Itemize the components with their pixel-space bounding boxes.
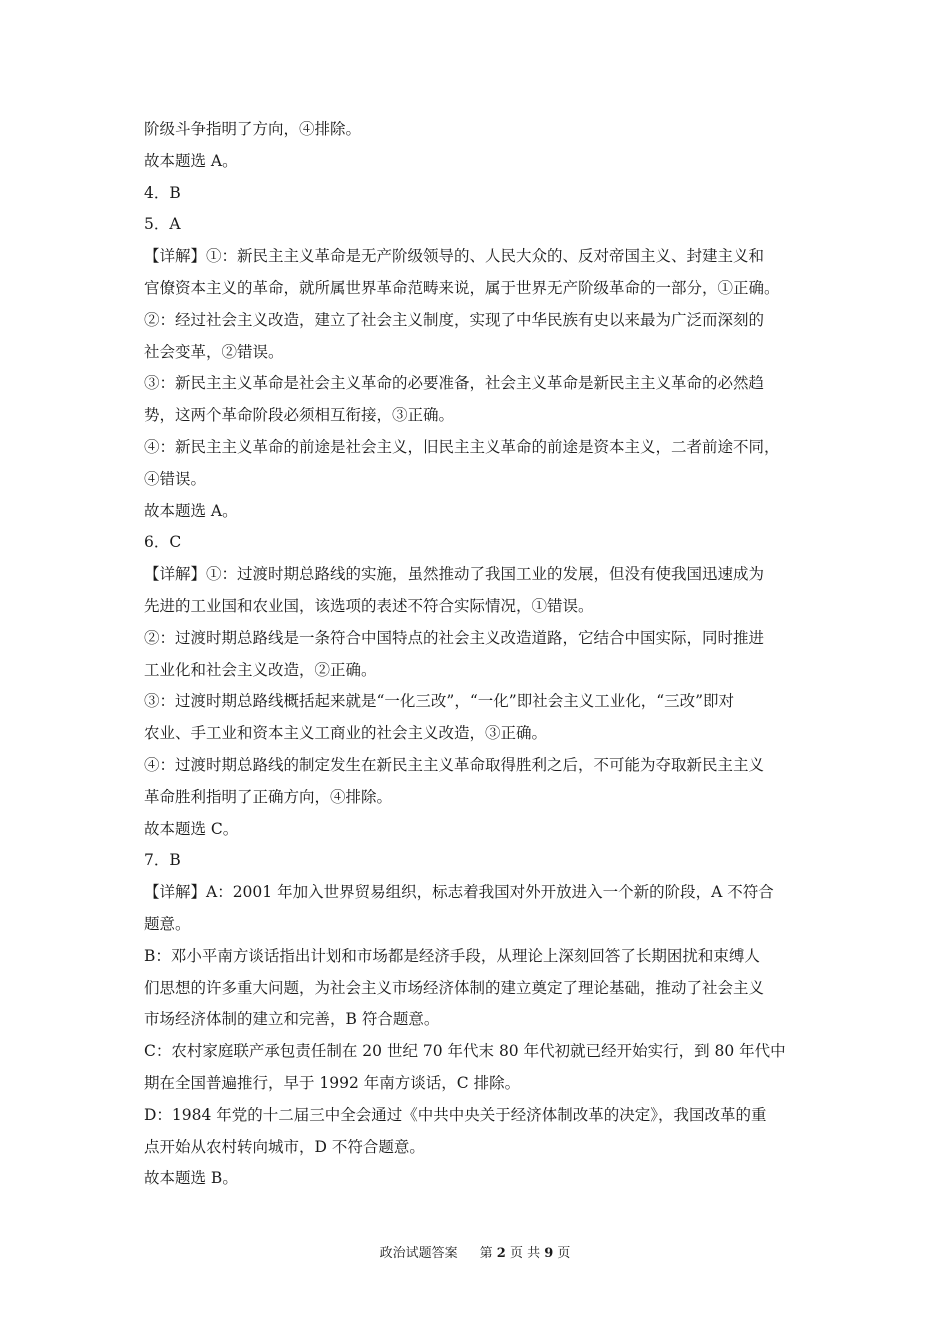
- text-line: 5．A: [144, 215, 181, 234]
- text-line: ③：新民主主义革命是社会主义革命的必要准备，社会主义革命是新民主主义革命的必然趋: [144, 374, 765, 393]
- footer-page-mid: 页 共: [509, 1246, 541, 1261]
- text-line: ④：新民主主义革命的前途是社会主义，旧民主主义革命的前途是资本主义，二者前途不同，: [144, 437, 780, 456]
- footer-title: 政治试题答案: [379, 1246, 458, 1261]
- text-line: ④：过渡时期总路线的制定发生在新民主主义革命取得胜利之后，不可能为夺取新民主主义: [144, 755, 765, 774]
- text-line: 社会变革，②错误。: [144, 342, 284, 361]
- answer-content: [144, 114, 814, 1195]
- footer-page-number: 2: [496, 1246, 506, 1261]
- text-line: 官僚资本主义的革命，就所属世界革命范畴来说，属于世界无产阶级革命的一部分，①正确。: [144, 278, 780, 297]
- text-line: 【详解】A：2001 年加入世界贸易组织，标志着我国对外开放进入一个新的阶段，A 不符合: [144, 883, 774, 902]
- text-line: ③：过渡时期总路线概括起来就是“一化三改”，“一化”即社会主义工业化，“三改”即对: [144, 692, 735, 711]
- text-line: 4．B: [144, 183, 181, 202]
- text-line: 【详解】①：新民主主义革命是无产阶级领导的、人民大众的、反对帝国主义、封建主义和: [144, 247, 765, 266]
- text-line: 故本题选 B。: [144, 1169, 238, 1188]
- text-line: 阶级斗争指明了方向，④排除。: [144, 120, 362, 138]
- text-line: 期在全国普遍推行，早于 1992 年南方谈话，C 排除。: [144, 1073, 521, 1092]
- footer-page-prefix: 第: [479, 1246, 493, 1261]
- text-line: 点开始从农村转向城市，D 不符合题意。: [144, 1137, 425, 1156]
- text-line: 【详解】①：过渡时期总路线的实施，虽然推动了我国工业的发展，但没有使我国迅速成为: [144, 565, 765, 584]
- text-line: ④错误。: [144, 469, 207, 488]
- text-line: B：邓小平南方谈话指出计划和市场都是经济手段，从理论上深刻回答了长期困扰和束缚人: [144, 946, 760, 965]
- text-line: 故本题选 A。: [144, 151, 238, 170]
- text-line: ②：经过社会主义改造，建立了社会主义制度，实现了中华民族有史以来最为广泛而深刻的: [144, 310, 765, 329]
- text-line: C：农村家庭联产承包责任制在 20 世纪 70 年代末 80 年代初就已经开始实行，到 80 年代中: [144, 1042, 786, 1061]
- text-line: ②：过渡时期总路线是一条符合中国特点的社会主义改造道路，它结合中国实际，同时推进: [144, 628, 765, 647]
- text-line: 们思想的许多重大问题，为社会主义市场经济体制的建立奠定了理论基础，推动了社会主义: [144, 978, 765, 997]
- text-line: 故本题选 C。: [144, 819, 239, 838]
- text-line: 题意。: [144, 914, 191, 933]
- footer-total-pages: 9: [544, 1246, 554, 1261]
- text-line: 6．C: [144, 533, 182, 552]
- text-line: D：1984 年党的十二届三中全会通过《中共中央关于经济体制改革的决定》，我国改革的重: [144, 1105, 767, 1124]
- footer-page-suffix: 页: [557, 1246, 571, 1261]
- text-line: 市场经济体制的建立和完善，B 符合题意。: [144, 1010, 440, 1029]
- text-line: 革命胜利指明了正确方向，④排除。: [144, 787, 393, 806]
- text-line: 势，这两个革命阶段必须相互衔接，③正确。: [144, 406, 455, 425]
- text-line: 故本题选 A。: [144, 501, 238, 520]
- text-line: 工业化和社会主义改造，②正确。: [144, 660, 377, 679]
- text-line: 7．B: [144, 851, 181, 870]
- text-line: 先进的工业国和农业国，该选项的表述不符合实际情况，①错误。: [144, 596, 594, 615]
- text-line: 农业、手工业和资本主义工商业的社会主义改造，③正确。: [144, 724, 548, 743]
- page-footer: [0, 1244, 950, 1264]
